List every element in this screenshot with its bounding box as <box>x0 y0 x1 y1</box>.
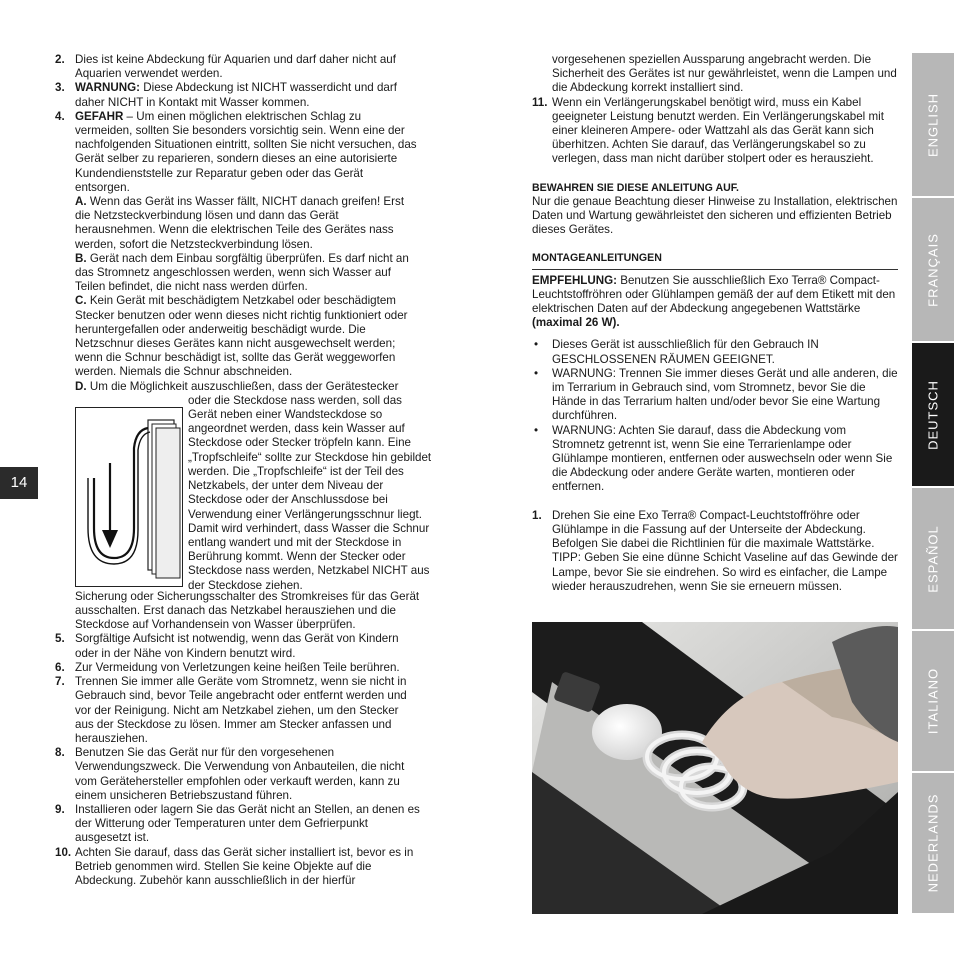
sub-text: Wenn das Gerät ins Wasser fällt, NICHT danach greifen! Erst die Netzsteckverbindung lösen und dann das Gerät herausnehmen. Wenn die elektrischen Teile des Gerätes nass werden, sofort die Netzsteckverbindung lösen. <box>75 195 405 251</box>
recommendation-paragraph <box>532 274 898 331</box>
item-number: 6. <box>55 660 65 674</box>
sub-text: Kein Gerät mit beschädigtem Netzkabel oder beschädigtem Stecker benutzen oder wenn dieses nicht richtig funktioniert oder heruntergefallen oder anderweitig beschädigt wurde. Die Netzschnur dieses Gerätes kann nicht ausgewechselt werden; wenn die Schnur beschädigt ist, sollte das Gerät weggeworfen werden. Niemals die Schnur abschneiden. <box>75 294 408 379</box>
sub-item-c <box>75 294 420 379</box>
item-number: 7. <box>55 675 65 689</box>
recommendation-max: (maximal 26 W). <box>532 316 620 330</box>
item-number: 11. <box>532 95 548 109</box>
item-text: Benutzen Sie das Gerät nur für den vorgesehenen Verwendungszweck. Die Verwendung von Anbauteilen, die nicht vom Gerätehersteller empfohlen oder verkauft werden, kann zu einem unsicheren Betriebszustand führen. <box>75 746 405 802</box>
item-number: 5. <box>55 632 65 646</box>
recommendation-text: Benutzen Sie ausschließlich Exo Terra® Compact-Leuchtstoffröhren oder Glühlampen gemäß der auf dem Etikett mit den elektrischen Daten auf der Abdeckung angegebenen Wattstärke <box>532 273 896 316</box>
sub-text: Gerät nach dem Einbau sorgfältig überprüfen. Es darf nicht an das Stromnetz angeschlossen werden, wenn sich Wasser auf Teilen befindet, die nicht nass werden dürfen. <box>75 251 409 294</box>
tab-nederlands[interactable] <box>912 773 954 913</box>
item-text: Zur Vermeidung von Verletzungen keine heißen Teile berühren. <box>75 660 400 674</box>
bullet-dot: • <box>534 423 539 437</box>
tab-english[interactable] <box>912 53 954 196</box>
sub-label: D. <box>75 379 87 393</box>
page-number: 14 <box>0 467 38 499</box>
keep-instructions-text: Nur die genaue Beachtung dieser Hinweise zu Installation, elektrischen Daten und Wartung gewährleistet den sicheren und effizienten Betrieb dieses Gerätes. <box>532 194 898 237</box>
list-item-2 <box>55 53 420 81</box>
list-item-11 <box>532 96 898 167</box>
tab-deutsch[interactable] <box>912 343 954 486</box>
bullet-dot: • <box>534 338 539 352</box>
item-text: Sorgfältige Aufsicht ist notwendig, wenn das Gerät von Kindern oder in der Nähe von Kindern benutzt wird. <box>75 632 399 660</box>
heading-divider <box>532 269 898 270</box>
drip-loop-illustration <box>76 408 182 586</box>
mounting-heading: MONTAGEANLEITUNGEN <box>532 252 662 265</box>
item-number: 8. <box>55 746 65 760</box>
item-text: Trennen Sie immer alle Geräte vom Stromnetz, wenn sie nicht in Gebrauch sind, bevor Teile angebracht oder entfernt werden und vor der Reinigung. Nicht am Netzkabel ziehen, um den Stecker aus der Steckdose zu lösen. Immer am Stecker anfassen und herausziehen. <box>75 675 407 745</box>
warning-label: WARNUNG: <box>75 81 141 95</box>
step-number: 1. <box>532 508 542 522</box>
drip-loop-block <box>55 393 432 592</box>
list-item-7 <box>55 675 420 746</box>
sub-label: B. <box>75 251 87 265</box>
step-1 <box>532 509 898 594</box>
list-item-8 <box>55 746 420 803</box>
sub-label: A. <box>75 195 87 209</box>
keep-instructions-heading: BEWAHREN SIE DIESE ANLEITUNG AUF. <box>532 181 739 194</box>
bullet-item <box>532 338 898 366</box>
list-item-6 <box>55 661 420 675</box>
bullet-text: WARNUNG: Trennen Sie immer dieses Gerät und alle anderen, die im Terrarium in Gebrauch sind, vom Stromnetz, bevor Sie die Hände in das Terrarium halten und/oder bevor Sie eine Wartung durchführen. <box>552 366 898 423</box>
item-text: – Um einen möglichen elektrischen Schlag zu vermeiden, sollten Sie besonders vorsichtig sein. Wenn eine der nachfolgenden Situationen eintritt, sollten Sie nicht versuchen, das Gerät selber zu reparieren, sondern dieses an eine autorisierte Kundendienststelle zur Reparatur geben oder das Gerät entsorgen. <box>75 109 417 194</box>
tab-label: DEUTSCH <box>925 379 941 450</box>
item-number: 10. <box>55 845 72 859</box>
bullet-text: Dieses Gerät ist ausschließlich für den Gebrauch IN GESCHLOSSENEN RÄUMEN GEEIGNET. <box>552 338 819 366</box>
hand-screwing-bulb-image <box>532 622 898 914</box>
tab-italiano[interactable] <box>912 631 954 771</box>
tab-label: FRANÇAIS <box>925 232 941 307</box>
list-item-10 <box>55 846 420 889</box>
language-tabs <box>912 53 954 913</box>
bullet-item <box>532 367 898 424</box>
sub-item-d <box>75 380 420 394</box>
item-text: Wenn ein Verlängerungskabel benötigt wird, muss ein Kabel geeigneter Leistung benutzt werden. Ein Verlängerungskabel mit einer kleineren Ampere- oder Wattzahl als das Gerät kann sich überhitzen. Achten Sie darauf, das Verlängerungskabel so zu verlegen, dass man nicht darüber stolpert oder es herauszieht. <box>552 95 884 166</box>
sub-item-a <box>75 195 420 252</box>
tab-label: ITALIANO <box>925 667 941 735</box>
step-text: Drehen Sie eine Exo Terra® Compact-Leuchtstoffröhre oder Glühlampe in die Fassung auf der Unterseite der Abdeckung. Befolgen Sie dabei die Richtlinien für die maximale Wattstärke. TIPP: Geben Sie eine dünne Schicht Vaseline auf das Gewinde der Lampe, bevor Sie sie eindrehen. So wird es einfacher, die Lampe wieder herauszudrehen, wenn Sie sie erneuern müssen. <box>552 508 898 593</box>
item-text: Diese Abdeckung ist NICHT wasserdicht und darf daher NICHT in Kontakt mit Wasser kommen. <box>75 81 397 109</box>
drip-loop-diagram <box>75 407 183 587</box>
bullet-dot: • <box>534 366 539 380</box>
item-text: Dies ist keine Abdeckung für Aquarien und darf daher nicht auf Aquarien verwendet werden. <box>75 53 396 81</box>
right-column <box>532 53 898 594</box>
tab-label: NEDERLANDS <box>925 793 941 893</box>
tab-francais[interactable] <box>912 198 954 341</box>
item-number: 4. <box>55 109 65 123</box>
list-item-9 <box>55 803 420 846</box>
left-column <box>55 53 432 888</box>
sub-item-d-continued: Sicherung oder Sicherungsschalter des Stromkreises für das Gerät ausschalten. Erst danach das Netzkabel herausziehen und die Steckdose auf Vorhandensein von Wasser überprüfen. <box>75 589 420 632</box>
item-text: Achten Sie darauf, dass das Gerät sicher installiert ist, bevor es in Betrieb genommen wird. Stellen Sie keine Objekte auf die Abdeckung. Zubehör kann ausschließlich in der hierfür <box>75 845 414 887</box>
list-item-10-continued: vorgesehenen speziellen Aussparung angebracht werden. Die Sicherheit des Gerätes ist nur gewährleistet, wenn die Lampen und die Abdeckung korrekt installiert sind. <box>552 53 897 95</box>
list-item-3 <box>55 81 420 109</box>
tab-label: ESPAÑOL <box>925 524 941 593</box>
bullet-text: WARNUNG: Achten Sie darauf, dass die Abdeckung vom Stromnetz getrennt ist, wenn Sie eine Terrarienlampe oder Glühlampe montieren, entfernen oder auswechseln oder wenn Sie die Abdeckung oder andere Geräte warten, montieren oder entfernen. <box>552 423 893 494</box>
item-number: 3. <box>55 81 65 95</box>
tab-label: ENGLISH <box>925 92 941 157</box>
sub-text: Um die Möglichkeit auszuschließen, dass der Gerätestecker <box>86 379 399 393</box>
sub-label: C. <box>75 294 87 308</box>
list-item-5 <box>55 632 420 660</box>
item-text: Installieren oder lagern Sie das Gerät nicht an Stellen, an denen es der Witterung oder Temperaturen unter dem Gefrierpunkt ausgesetzt ist. <box>75 802 420 845</box>
lamp-installation-photo <box>532 622 898 914</box>
sub-item-b <box>75 252 420 295</box>
tab-espanol[interactable] <box>912 488 954 629</box>
list-item-4 <box>55 110 420 394</box>
item-number: 2. <box>55 53 65 66</box>
item-number: 9. <box>55 802 65 816</box>
bullet-item <box>532 424 898 495</box>
drip-loop-text: oder die Steckdose nass werden, soll das Gerät neben einer Wandsteckdose so angeordnet werden, dass kein Wasser auf Steckdose oder Stecker tröpfeln kann. Eine „Tropfschleife“ sollte zur Steckdose hin gebildet werden. Die „Tropfschleife“ ist der Teil des Netzkabels, der unter dem Niveau der Steckdose oder der Anschlussdose bei Verwendung einer Verlängerungsschnur liegt. Damit wird verhindert, dass Wasser die Schnur entlang wandert und mit der Steckdose in Berührung kommt. Wenn der Stecker oder Steckdose nass werden, Netzkabel NICHT aus der Steckdose ziehen. <box>188 393 432 592</box>
danger-label: GEFAHR <box>75 109 124 123</box>
recommendation-label: EMPFEHLUNG: <box>532 273 618 287</box>
